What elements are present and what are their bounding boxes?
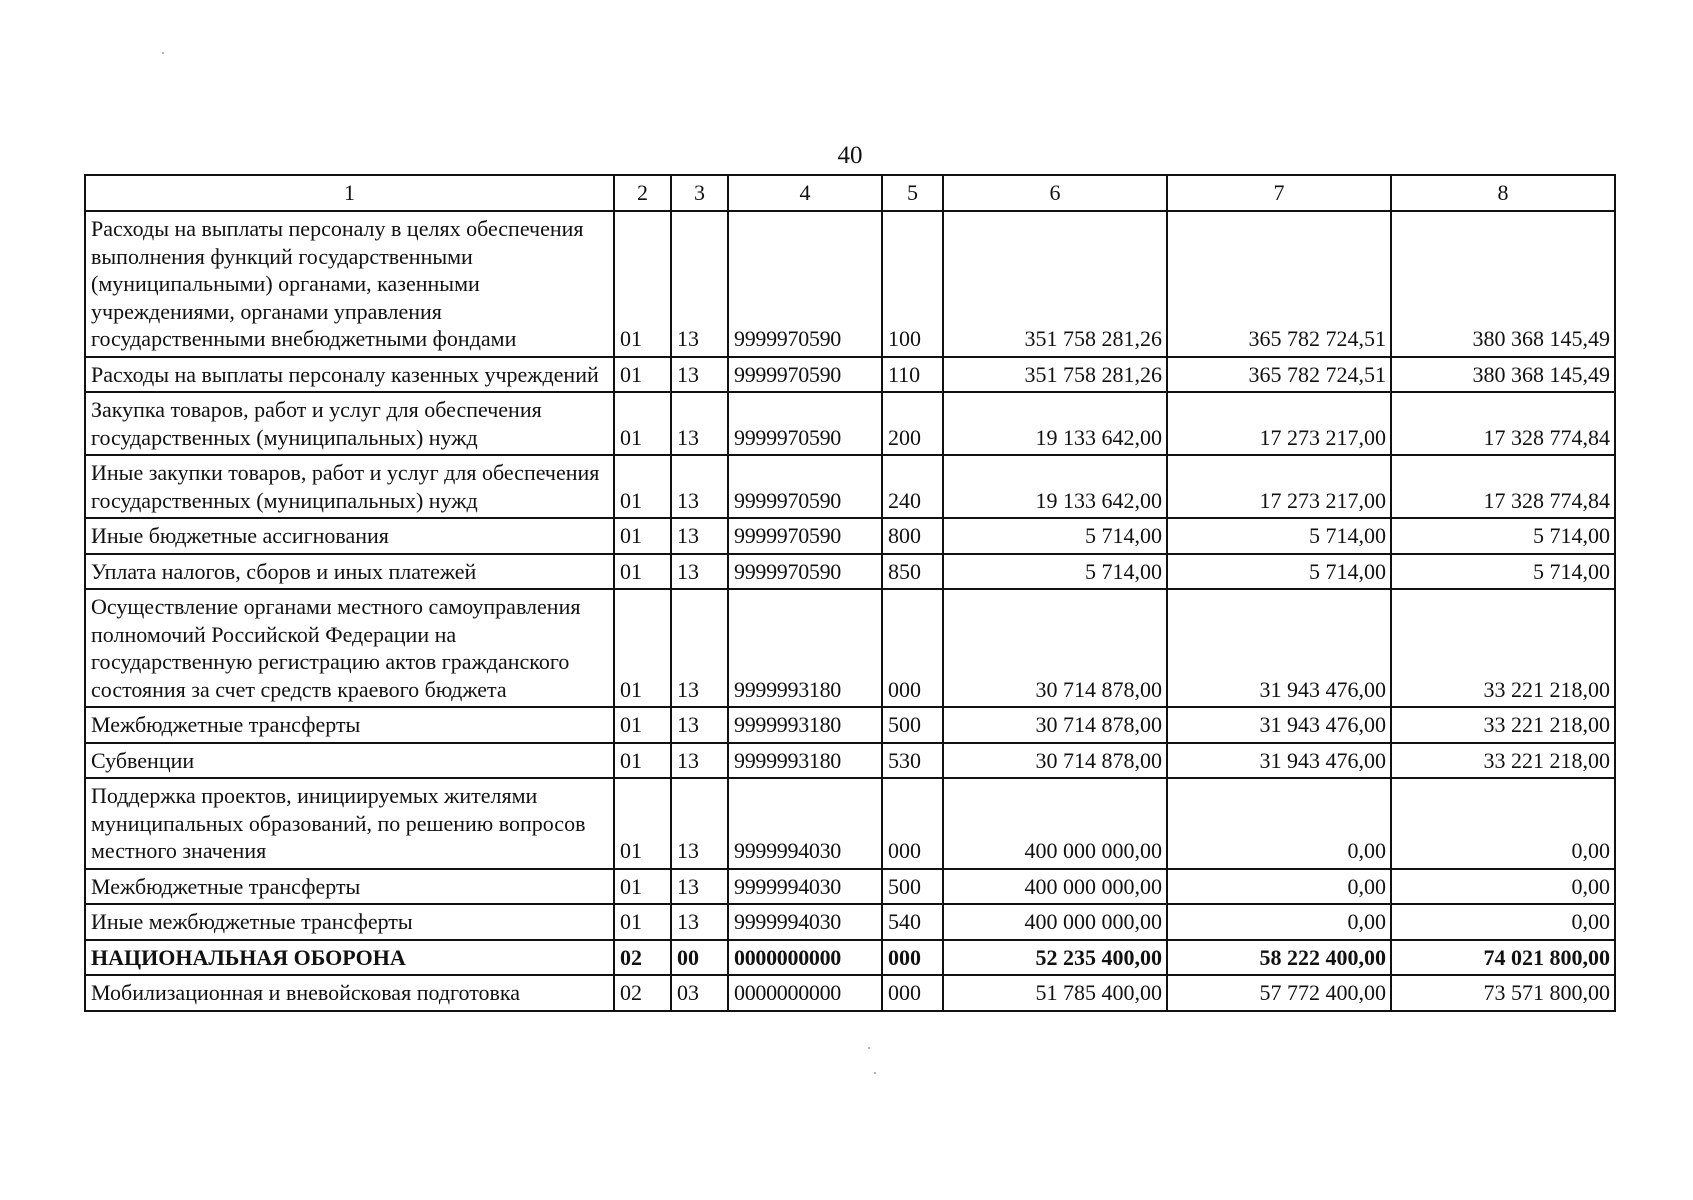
expense-type-code: 100 <box>882 211 943 357</box>
header-row <box>85 175 1615 211</box>
header-cell: 2 <box>614 175 671 211</box>
amount-col-7: 17 273 217,00 <box>1167 455 1391 518</box>
expense-type-code: 240 <box>882 455 943 518</box>
amount-col-7: 31 943 476,00 <box>1167 743 1391 779</box>
subsection-code: 13 <box>671 707 728 743</box>
section-code: 01 <box>614 904 671 940</box>
table-row <box>85 392 1615 455</box>
amount-col-7: 58 222 400,00 <box>1167 940 1391 976</box>
table-row <box>85 357 1615 393</box>
row-name: Уплата налогов, сборов и иных платежей <box>85 554 614 590</box>
amount-col-8: 33 221 218,00 <box>1391 707 1615 743</box>
amount-col-8: 380 368 145,49 <box>1391 211 1615 357</box>
row-name: Иные межбюджетные трансферты <box>85 904 614 940</box>
amount-col-8: 74 021 800,00 <box>1391 940 1615 976</box>
amount-col-8: 17 328 774,84 <box>1391 392 1615 455</box>
amount-col-7: 57 772 400,00 <box>1167 975 1391 1011</box>
table-row <box>85 707 1615 743</box>
amount-col-8: 73 571 800,00 <box>1391 975 1615 1011</box>
table-row <box>85 904 1615 940</box>
row-name: Расходы на выплаты персоналу в целях обеспечения выполнения функций государственными (муниципальными) органами, казенными учреждениями, органами управления государственными внебюджетными фондами <box>85 211 614 357</box>
section-code: 01 <box>614 211 671 357</box>
table-row <box>85 778 1615 869</box>
target-article-code: 9999970590 <box>728 392 882 455</box>
scan-speck <box>868 1047 870 1049</box>
target-article-code: 9999970590 <box>728 518 882 554</box>
expense-type-code: 850 <box>882 554 943 590</box>
section-code: 01 <box>614 743 671 779</box>
target-article-code: 9999970590 <box>728 455 882 518</box>
subsection-code: 13 <box>671 211 728 357</box>
amount-col-7: 17 273 217,00 <box>1167 392 1391 455</box>
expense-type-code: 000 <box>882 975 943 1011</box>
section-code: 01 <box>614 589 671 707</box>
subsection-code: 13 <box>671 869 728 905</box>
amount-col-6: 400 000 000,00 <box>943 869 1167 905</box>
header-cell: 6 <box>943 175 1167 211</box>
page-number: 40 <box>837 142 863 169</box>
amount-col-6: 30 714 878,00 <box>943 707 1167 743</box>
table-row <box>85 211 1615 357</box>
amount-col-7: 365 782 724,51 <box>1167 211 1391 357</box>
row-name: Поддержка проектов, инициируемых жителями муниципальных образований, по решению вопросов местного значения <box>85 778 614 869</box>
target-article-code: 9999970590 <box>728 357 882 393</box>
amount-col-8: 5 714,00 <box>1391 554 1615 590</box>
scan-speck <box>162 52 164 54</box>
row-name: Межбюджетные трансферты <box>85 869 614 905</box>
target-article-code: 9999970590 <box>728 554 882 590</box>
subsection-code: 13 <box>671 392 728 455</box>
subsection-code: 03 <box>671 975 728 1011</box>
section-code: 01 <box>614 392 671 455</box>
amount-col-6: 400 000 000,00 <box>943 904 1167 940</box>
amount-col-8: 33 221 218,00 <box>1391 589 1615 707</box>
section-code: 01 <box>614 554 671 590</box>
header-cell: 7 <box>1167 175 1391 211</box>
row-name: Закупка товаров, работ и услуг для обеспечения государственных (муниципальных) нужд <box>85 392 614 455</box>
amount-col-7: 5 714,00 <box>1167 518 1391 554</box>
subsection-code: 13 <box>671 357 728 393</box>
expense-type-code: 500 <box>882 869 943 905</box>
subsection-code: 00 <box>671 940 728 976</box>
amount-col-6: 30 714 878,00 <box>943 743 1167 779</box>
expense-type-code: 800 <box>882 518 943 554</box>
expense-type-code: 200 <box>882 392 943 455</box>
row-name: Субвенции <box>85 743 614 779</box>
row-name: Иные бюджетные ассигнования <box>85 518 614 554</box>
amount-col-6: 19 133 642,00 <box>943 392 1167 455</box>
header-cell: 4 <box>728 175 882 211</box>
target-article-code: 9999994030 <box>728 778 882 869</box>
expense-type-code: 110 <box>882 357 943 393</box>
expense-type-code: 000 <box>882 940 943 976</box>
table-row <box>85 869 1615 905</box>
subsection-code: 13 <box>671 455 728 518</box>
row-name: Расходы на выплаты персоналу казенных учреждений <box>85 357 614 393</box>
target-article-code: 9999993180 <box>728 743 882 779</box>
row-name: Иные закупки товаров, работ и услуг для обеспечения государственных (муниципальных) нужд <box>85 455 614 518</box>
table-row <box>85 455 1615 518</box>
subsection-code: 13 <box>671 518 728 554</box>
header-cell: 8 <box>1391 175 1615 211</box>
target-article-code: 9999993180 <box>728 707 882 743</box>
target-article-code: 0000000000 <box>728 940 882 976</box>
header-cell: 1 <box>85 175 614 211</box>
expense-type-code: 000 <box>882 778 943 869</box>
target-article-code: 9999970590 <box>728 211 882 357</box>
table-row <box>85 743 1615 779</box>
table-body <box>85 211 1615 1011</box>
section-code: 02 <box>614 940 671 976</box>
amount-col-6: 351 758 281,26 <box>943 211 1167 357</box>
table-row <box>85 940 1615 976</box>
amount-col-8: 17 328 774,84 <box>1391 455 1615 518</box>
table-row <box>85 518 1615 554</box>
section-code: 01 <box>614 707 671 743</box>
amount-col-6: 30 714 878,00 <box>943 589 1167 707</box>
row-name: Межбюджетные трансферты <box>85 707 614 743</box>
section-code: 02 <box>614 975 671 1011</box>
amount-col-8: 0,00 <box>1391 904 1615 940</box>
amount-col-7: 31 943 476,00 <box>1167 589 1391 707</box>
amount-col-6: 51 785 400,00 <box>943 975 1167 1011</box>
expense-type-code: 530 <box>882 743 943 779</box>
target-article-code: 9999994030 <box>728 904 882 940</box>
amount-col-7: 31 943 476,00 <box>1167 707 1391 743</box>
subsection-code: 13 <box>671 904 728 940</box>
amount-col-8: 33 221 218,00 <box>1391 743 1615 779</box>
section-code: 01 <box>614 518 671 554</box>
amount-col-6: 400 000 000,00 <box>943 778 1167 869</box>
amount-col-6: 52 235 400,00 <box>943 940 1167 976</box>
expense-type-code: 000 <box>882 589 943 707</box>
amount-col-8: 380 368 145,49 <box>1391 357 1615 393</box>
scan-speck <box>874 1072 876 1074</box>
amount-col-6: 5 714,00 <box>943 554 1167 590</box>
amount-col-6: 5 714,00 <box>943 518 1167 554</box>
amount-col-6: 351 758 281,26 <box>943 357 1167 393</box>
amount-col-7: 5 714,00 <box>1167 554 1391 590</box>
section-code: 01 <box>614 357 671 393</box>
header-cell: 5 <box>882 175 943 211</box>
subsection-code: 13 <box>671 743 728 779</box>
budget-table <box>84 174 1616 1012</box>
target-article-code: 0000000000 <box>728 975 882 1011</box>
amount-col-7: 0,00 <box>1167 869 1391 905</box>
row-name: Осуществление органами местного самоуправления полномочий Российской Федерации на государственную регистрацию актов гражданского состояния за счет средств краевого бюджета <box>85 589 614 707</box>
section-code: 01 <box>614 455 671 518</box>
target-article-code: 9999993180 <box>728 589 882 707</box>
target-article-code: 9999994030 <box>728 869 882 905</box>
amount-col-8: 0,00 <box>1391 869 1615 905</box>
table-row <box>85 589 1615 707</box>
expense-type-code: 500 <box>882 707 943 743</box>
subsection-code: 13 <box>671 778 728 869</box>
amount-col-7: 0,00 <box>1167 904 1391 940</box>
amount-col-8: 5 714,00 <box>1391 518 1615 554</box>
table-row <box>85 554 1615 590</box>
subsection-code: 13 <box>671 589 728 707</box>
subsection-code: 13 <box>671 554 728 590</box>
row-name: НАЦИОНАЛЬНАЯ ОБОРОНА <box>85 940 614 976</box>
row-name: Мобилизационная и вневойсковая подготовка <box>85 975 614 1011</box>
amount-col-8: 0,00 <box>1391 778 1615 869</box>
amount-col-7: 0,00 <box>1167 778 1391 869</box>
header-cell: 3 <box>671 175 728 211</box>
table-row <box>85 975 1615 1011</box>
expense-type-code: 540 <box>882 904 943 940</box>
amount-col-6: 19 133 642,00 <box>943 455 1167 518</box>
section-code: 01 <box>614 778 671 869</box>
amount-col-7: 365 782 724,51 <box>1167 357 1391 393</box>
section-code: 01 <box>614 869 671 905</box>
